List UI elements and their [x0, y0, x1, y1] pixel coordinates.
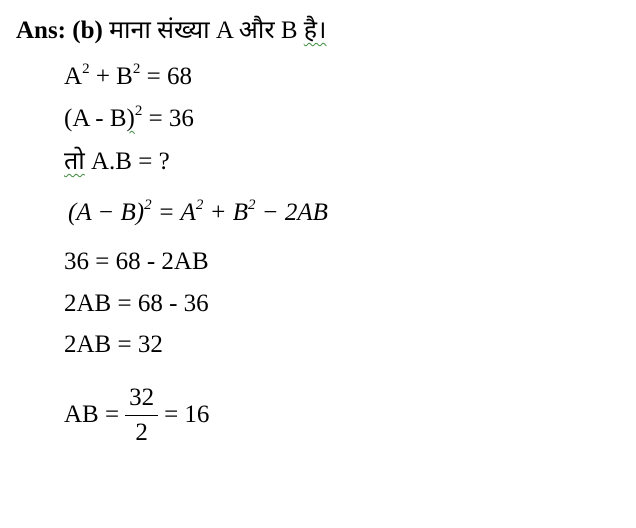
question-line	[64, 147, 170, 177]
question-word: तो	[64, 148, 85, 175]
eq1-exp-b: 2	[132, 61, 141, 77]
step-2: 2AB = 68 - 36	[64, 290, 209, 317]
eq1-term-b: + B	[89, 63, 133, 90]
given-equation-1	[64, 62, 192, 92]
eq1-term-a: A	[64, 63, 83, 90]
answer-intro-text: माना संख्या A और B	[109, 17, 298, 44]
eq2-rhs: = 36	[142, 105, 194, 132]
identity-equation	[68, 198, 328, 228]
fraction-numerator: 32	[125, 383, 158, 416]
eq2-paren: )	[126, 105, 135, 132]
identity-term-a: = A	[151, 199, 196, 226]
given-equation-2	[64, 104, 194, 134]
eq2-exp: 2	[134, 103, 143, 119]
answer-intro-suffix: है।	[303, 17, 327, 44]
final-lhs: AB =	[64, 401, 120, 428]
identity-lhs: (A − B)	[68, 199, 145, 226]
final-answer	[64, 380, 209, 450]
answer-heading	[16, 16, 327, 46]
fraction-denominator: 2	[135, 418, 148, 446]
fraction	[125, 383, 158, 448]
final-rhs: = 16	[164, 401, 210, 428]
identity-term-b: + B	[203, 199, 248, 226]
identity-exp-b: 2	[247, 197, 256, 213]
step-3: 2AB = 32	[64, 331, 163, 358]
eq1-exp-a: 2	[82, 61, 90, 77]
eq2-lhs: (A - B	[64, 105, 127, 132]
question-rest: A.B = ?	[84, 148, 170, 175]
answer-label: Ans: (b)	[16, 17, 103, 44]
identity-rhs: − 2AB	[255, 199, 328, 226]
identity-lhs-exp: 2	[144, 197, 152, 213]
step-1: 36 = 68 - 2AB	[64, 248, 209, 275]
eq1-rhs: = 68	[140, 63, 192, 90]
identity-exp-a: 2	[195, 197, 204, 213]
